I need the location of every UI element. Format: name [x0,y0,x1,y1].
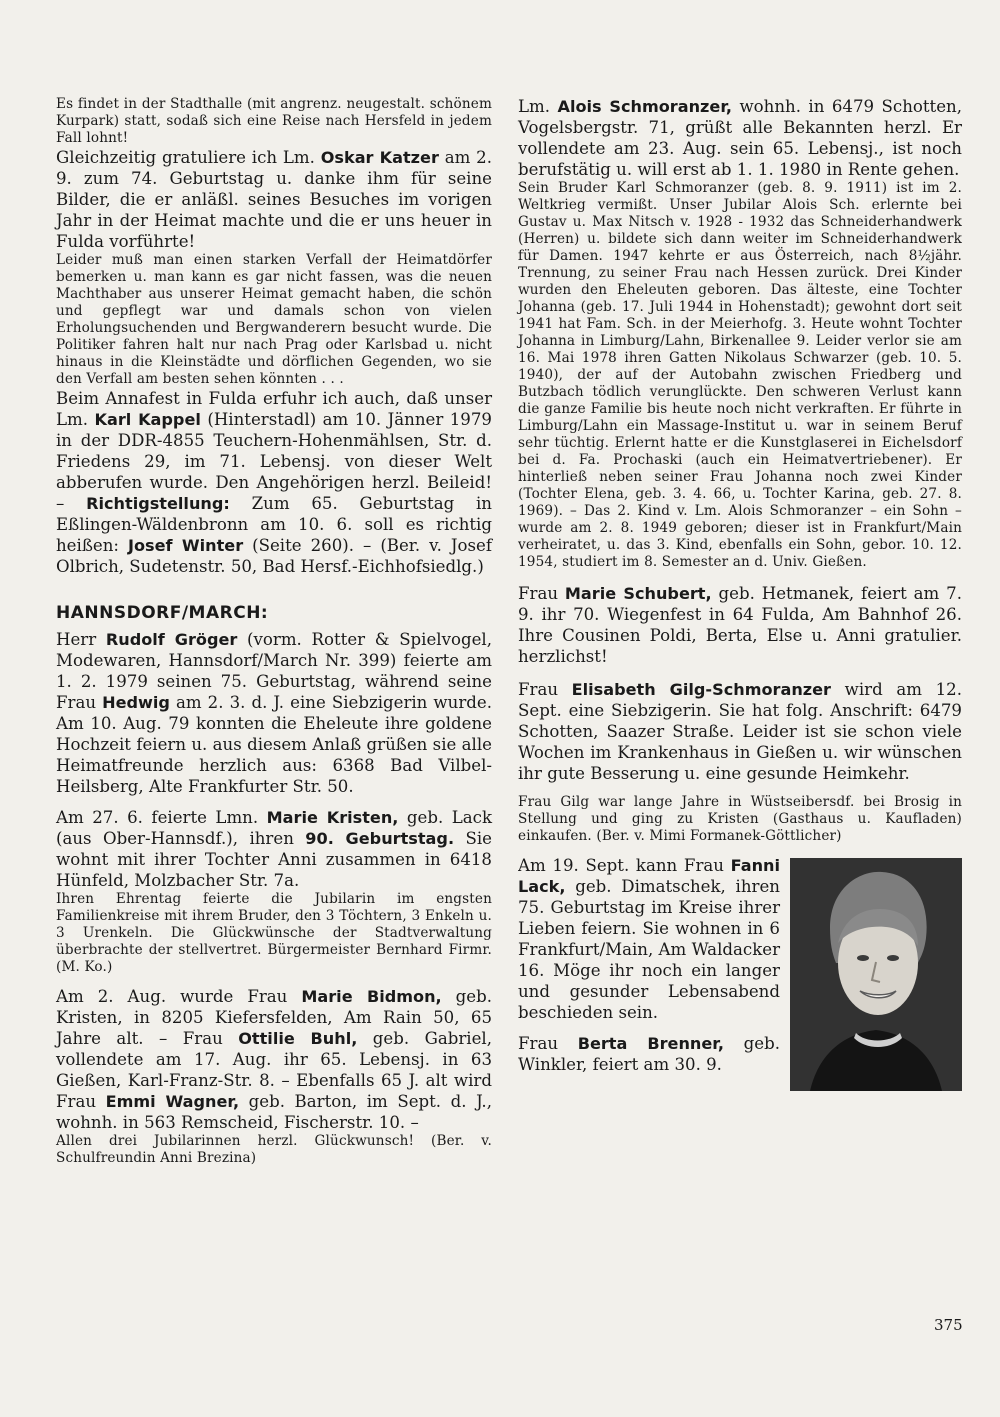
article-paragraph: Es findet in der Stadthalle (mit angrenz. neugestalt. schönem Kurpark) statt, sodaß sich eine Reise nach Hersfeld in jedem Fall lohnt! [56,96,492,146]
article-paragraph: Frau Marie Schubert, geb. Hetmanek, feiert am 7. 9. ihr 70. Wiegenfest in 64 Fulda, Am Bahnhof 26. Ihre Cousinen Poldi, Berta, Else u. Anni gratulier. herzlichst! [518,584,962,666]
person-name: Berta Brenner, [577,1034,724,1053]
article-paragraph: Frau Gilg war lange Jahre in Wüstseibersdf. bei Brosig in Stellung und ging zu Kristen (Gasthaus u. Kaufladen) einkaufen. (Ber. v. Mimi Formanek-Göttlicher) [518,794,962,844]
photo-article [518,855,962,1095]
article-paragraph: Gleichzeitig gratuliere ich Lm. Oskar Katzer am 2. 9. zum 74. Geburtstag u. danke ihm für seine Bilder, die er anläßl. seines Besuches im vorigen Jahr in der Heimat machte und die er uns heuer in Fulda vorführte! [56,148,492,251]
person-name: Marie Bidmon, [301,987,442,1006]
article-paragraph: Allen drei Jubilarinnen herzl. Glückwunsch! (Ber. v. Schulfreundin Anni Brezina) [56,1133,492,1166]
article-paragraph: Lm. Alois Schmoranzer, wohnh. in 6479 Schotten, Vogelsbergstr. 71, grüßt alle Bekannten herzl. Er vollendete am 23. Aug. sein 65. Lebensj., ist noch berufstätig u. will erst ab 1. 1. 1980 in Rente gehen. [518,97,962,179]
article-paragraph: Sein Bruder Karl Schmoranzer (geb. 8. 9. 1911) ist im 2. Weltkrieg vermißt. Unser Jubilar Alois Sch. erlernte bei Gustav u. Max Nitsch v. 1928 - 1932 das Schneiderhandwerk (Herren) u. bildete sich dann weiter im Schneiderhandwerk für Damen. 1947 kehrte er aus Österreich, nach 8½jähr. Trennung, zu seiner Frau nach Hessen zurück. Drei Kinder wurden den Eheleuten geboren. Das älteste, eine Tochter Johanna (geb. 17. Juli 1944 in Hohenstadt); gewohnt dort seit 1941 hat Fam. Sch. in der Meierhofg. 3. Heute wohnt Tochter Johanna in Limburg/Lahn, Birkenallee 9. Leider verlor sie am 16. Mai 1978 ihren Gatten Nikolaus Schwarzer (geb. 10. 5. 1940), der auf der Autobahn zwischen Friedberg und Butzbach tödlich verunglückte. Den schweren Verlust kann die ganze Familie bis heute noch nicht verkraften. Er führte in Limburg/Lahn ein Massage-Institut u. war in seinem Beruf sehr tüchtig. Erlernt hatte er die Kunstglaserei in Eichelsdorf bei d. Fa. Prochaski (auch ein Heimatvertriebener). Er hinterließ neben seiner Frau Johanna noch zwei Kinder (Tochter Elena, geb. 3. 4. 66, u. Tochter Karina, geb. 27. 8. 1969). – Das 2. Kind v. Lm. Alois Schmoranzer – ein Sohn – wurde am 2. 8. 1949 geboren; dieser ist in Frankfurt/Main verheiratet, u. das 3. Kind, ebenfalls ein Sohn, gebor. 10. 12. 1954, studiert im 8. Semester an d. Univ. Gießen. [518,180,962,570]
article-paragraph: Herr Rudolf Gröger (vorm. Rotter & Spielvogel, Modewaren, Hannsdorf/March Nr. 399) feierte am 1. 2. 1979 seinen 75. Geburtstag, während seine Frau Hedwig am 2. 3. d. J. eine Siebzigerin wurde. Am 10. Aug. 79 konnten die Eheleute ihre goldene Hochzeit feiern u. aus diesem Anlaß grüßen sie alle Heimatfreunde herzlich aus: 6368 Bad Vilbel-Heilsberg, Alte Frankfurter Str. 50. [56,630,493,796]
person-name: Marie Schubert, [564,584,712,603]
person-name: Rudolf Gröger [105,630,238,649]
article-paragraph: Frau Elisabeth Gilg-Schmoranzer wird am 12. Sept. eine Siebzigerin. Sie hat folg. Anschrift: 6479 Schotten, Saazer Straße. Leider ist sie schon viele Wochen im Krankenhaus in Gießen u. wir wünschen ihr gute Besserung u. eine gesunde Heimkehr. [518,680,962,783]
article-paragraph: Frau Berta Brenner, geb. Winkler, feiert am 30. 9. [518,1034,780,1074]
person-name: Alois Schmoranzer, [557,97,733,116]
article-paragraph: Am 2. Aug. wurde Frau Marie Bidmon, geb. Kristen, in 8205 Kiefersfelden, Am Rain 50, 65 Jahre alt. – Frau Ottilie Buhl, geb. Gabriel, vollendete am 17. Aug. ihr 65. Lebensj. in 63 Gießen, Karl-Franz-Str. 8. – Ebenfalls 65 J. alt wird Frau Emmi Wagner, geb. Barton, im Sept. d. J., wohnh. in 563 Remscheid, Fischerstr. 10. – [56,987,492,1132]
person-name: Emmi Wagner, [105,1092,240,1111]
person-name: Oskar Katzer [320,148,439,167]
person-name: Hedwig [102,693,170,712]
correction-label: Richtigstellung: [86,494,230,513]
birthday-label: 90. Geburtstag. [305,829,455,848]
article-paragraph: Ihren Ehrentag feierte die Jubilarin im engsten Familienkreise mit ihrem Bruder, den 3 Töchtern, 3 Enkeln u. 3 Urenkeln. Die Glückwünsche der Stadtverwaltung überbrachte der stellvertret. Bürgermeister Bernhard Firmr. (M. Ko.) [56,891,492,975]
section-heading: HANNSDORF/MARCH: [56,603,269,623]
left-column [56,96,492,1167]
page-number: 375 [934,1316,963,1334]
person-name: Fanni Lack, [518,856,780,896]
person-name: Karl Kappel [94,410,201,429]
article-paragraph: Leider muß man einen starken Verfall der Heimatdörfer bemerken u. man kann es gar nicht fassen, was die neuen Machthaber aus unserer Heimat gemacht haben, die schön und gepflegt war und damals schon von vielen Erholungsuchenden und Bergwanderern besucht wurde. Die Politiker fahren halt nur nach Prag oder Karlsbad u. nicht hinaus in die Kleinstädte und dörflichen Gegenden, wo sie den Verfall am besten sehen könnten . . . [56,252,492,387]
person-name: Marie Kristen, [266,808,399,827]
person-name: Ottilie Buhl, [238,1029,358,1048]
article-paragraph: Beim Annafest in Fulda erfuhr ich auch, daß unser Lm. Karl Kappel (Hinterstadl) am 10. Jänner 1979 in der DDR-4855 Teuchern-Hohenmählsen, Str. d. Friedens 29, im 71. Lebensj. von dieser Welt abberufen wurde. Den Angehörigen herzl. Beileid! – Richtigstellung: Zum 65. Geburtstag in Eßlingen-Wäldenbronn am 10. 6. soll es richtig heißen: Josef Winter (Seite 260). – (Ber. v. Josef Olbrich, Sudetenstr. 50, Bad Hersf.-Eichhofsiedlg.) [56,389,492,576]
article-paragraph: Am 27. 6. feierte Lmn. Marie Kristen, geb. Lack (aus Ober-Hannsdf.), ihren 90. Geburtstag. Sie wohnt mit ihrer Tochter Anni zusammen in 6418 Hünfeld, Molzbacher Str. 7a. [56,808,493,890]
right-column [518,96,962,1095]
person-name: Elisabeth Gilg-Schmoranzer [571,680,831,699]
person-name: Josef Winter [128,536,244,555]
article-paragraph: Am 19. Sept. kann Frau Fanni Lack, geb. Dimatschek, ihren 75. Geburtstag im Kreise ihrer Lieben feiern. Sie wohnen in 6 Frankfurt/Main, Am Waldacker 16. Möge ihr noch ein langer und gesunder Lebensabend beschieden sein. [518,856,780,1022]
portrait-photo [790,858,962,1091]
